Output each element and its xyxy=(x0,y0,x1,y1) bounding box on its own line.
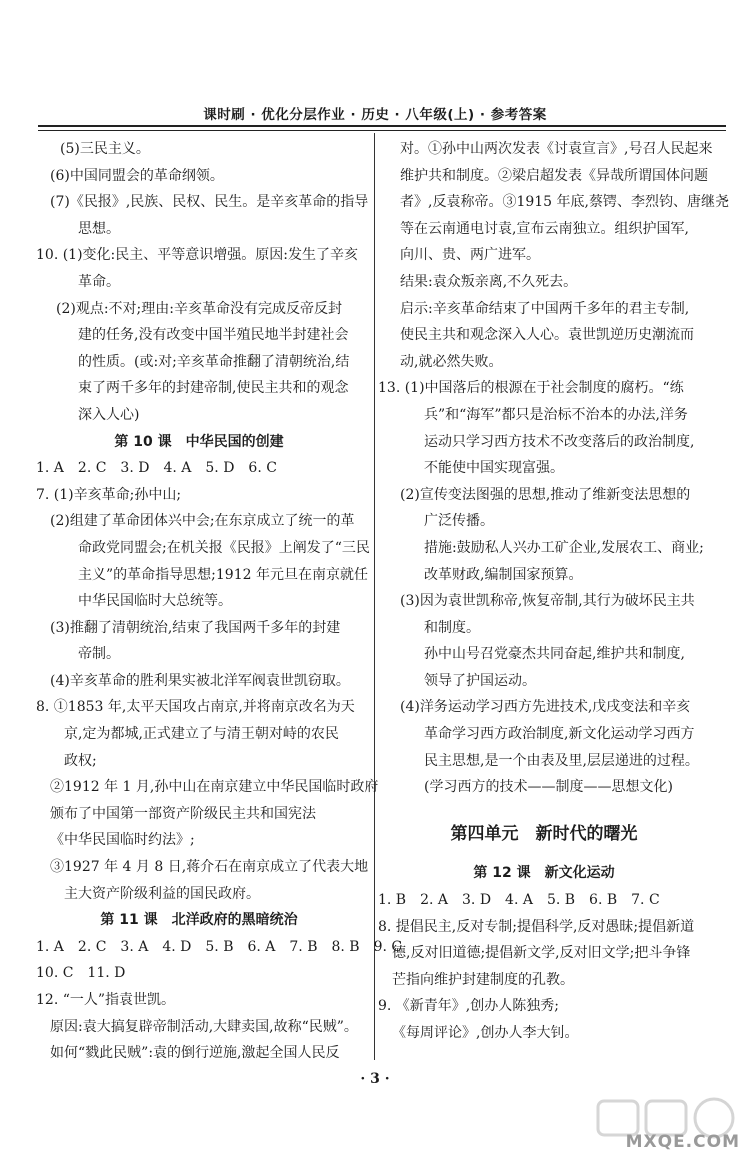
text-line: 1. A 2. C 3. A 4. D 5. B 6. A 7. B 8. B 9. C xyxy=(36,938,403,955)
text-line: 9. 《新青年》,创办人陈独秀; xyxy=(378,998,559,1015)
page-number: · 3 · xyxy=(360,1071,390,1087)
text-line: 革命学习西方政治制度,新文化运动学习西方 xyxy=(424,726,695,743)
text-line: (3)因为袁世凯称帝,恢复帝制,其行为破坏民主共 xyxy=(400,593,695,610)
watermark-site-text: MXQE.COM xyxy=(625,1132,740,1152)
text-line: 改革财政,编制国家预算。 xyxy=(424,566,583,583)
text-line: 建的任务,没有改变中国半殖民地半封建社会 xyxy=(78,327,349,344)
text-line: 思想。 xyxy=(78,220,120,237)
text-line: 广泛传播。 xyxy=(424,513,494,530)
text-line: 结果:袁众叛亲离,不久死去。 xyxy=(400,273,578,290)
text-line: 民主思想,是一个由表及里,层层递进的过程。 xyxy=(424,752,699,769)
text-line: 向川、贵、两广进军。 xyxy=(400,247,540,264)
text-line: ②1912 年 1 月,孙中山在南京建立中华民国临时政府 xyxy=(50,779,379,796)
text-line: 的性质。(或:对;辛亥革命推翻了清朝统治,结 xyxy=(78,353,350,370)
column-divider xyxy=(374,133,375,1060)
text-line: 德,反对旧道德;提倡新文学,反对旧文学;把斗争锋 xyxy=(392,945,691,962)
right-column xyxy=(378,136,729,1047)
text-line: 等在云南通电讨袁,宣布云南独立。组织护国军, xyxy=(400,220,689,237)
text-line: 束了两千多年的封建帝制,使民主共和的观念 xyxy=(78,380,349,397)
text-line: 者》,反袁称帝。③1915 年底,蔡锷、李烈钧、唐继尧 xyxy=(400,194,729,211)
text-line: 孙中山号召党豪杰共同奋起,维护共和制度, xyxy=(424,646,685,663)
text-line: 领导了护国运动。 xyxy=(424,672,536,689)
text-line: 《中华民国临时约法》; xyxy=(50,832,195,849)
text-line: 革命。 xyxy=(78,273,120,290)
left-column xyxy=(36,136,403,1067)
text-line: 《每周评论》,创办人李大钊。 xyxy=(392,1025,579,1041)
text-line: (4)辛亥革命的胜利果实被北洋军阀袁世凯窃取。 xyxy=(50,672,350,689)
text-line: 12. “一人”指袁世凯。 xyxy=(36,992,176,1008)
header-rule-thick xyxy=(38,125,726,127)
spacer xyxy=(378,847,710,860)
header-rule-thin xyxy=(38,130,726,131)
text-line: 13. (1)中国落后的根源在于社会制度的腐朽。“练 xyxy=(378,380,684,397)
text-line: 命政党同盟会;在机关报《民报》上阐发了“三民 xyxy=(78,539,370,556)
lesson-heading: 第 12 课 新文化运动 xyxy=(473,865,615,882)
text-line: 京,定为都城,正式建立了与清王朝对峙的农民 xyxy=(64,726,339,743)
lesson-heading: 第 10 课 中华民国的创建 xyxy=(114,433,284,450)
text-line: 运动只学习西方技术不改变落后的政治制度, xyxy=(424,433,695,450)
text-line: 不能使中国实现富强。 xyxy=(424,460,564,477)
text-line: ③1927 年 4 月 8 日,蒋介石在南京成立了代表大地 xyxy=(50,859,369,876)
text-line: 使民主共和观念深入人心。袁世凯逆历史潮流而 xyxy=(400,327,694,344)
text-line: (6)中国同盟会的革命纲领。 xyxy=(50,167,224,184)
lesson-heading: 第 11 课 北洋政府的黑暗统治 xyxy=(100,912,298,929)
text-line: 8. 提倡民主,反对专制;提倡科学,反对愚昧;提倡新道 xyxy=(378,918,695,935)
text-line: 颁布了中国第一部资产阶级民主共和国宪法 xyxy=(50,805,316,822)
text-line: (4)洋务运动学习西方先进技术,戊戌变法和辛亥 xyxy=(400,699,691,716)
unit-heading: 第四单元 新时代的曙光 xyxy=(450,823,638,844)
text-line: 1. B 2. A 3. D 4. A 5. B 6. B 7. C xyxy=(378,892,660,909)
text-line: 动,就必然失败。 xyxy=(400,353,503,370)
text-line: 措施:鼓励私人兴办工矿企业,发展农工、商业; xyxy=(424,539,704,556)
text-line: (2)组建了革命团体兴中会;在东京成立了统一的革 xyxy=(50,513,355,530)
text-line: 1. A 2. C 3. D 4. A 5. D 6. C xyxy=(36,460,277,477)
text-line: 和制度。 xyxy=(424,619,480,636)
text-line: 主大资产阶级利益的国民政府。 xyxy=(64,885,260,902)
text-line: 启示:辛亥革命结束了中国两千多年的君主专制, xyxy=(400,300,690,317)
text-line: 中华民国临时大总统等。 xyxy=(78,593,232,610)
text-line: 政权; xyxy=(64,752,97,769)
text-line: 深入人心) xyxy=(78,406,140,423)
text-line: 对。①孙中山两次发表《讨袁宣言》,号召人民起来 xyxy=(400,141,713,157)
text-line: 芒指向维护封建制度的孔教。 xyxy=(392,971,574,988)
page-header: 课时刷 · 优化分层作业 · 历史 · 八年级(上) · 参考答案 xyxy=(203,107,547,123)
text-line: 原因:袁大搞复辟帝制活动,大肆卖国,故称“民贼”。 xyxy=(50,1018,358,1035)
text-line: 主义”的革命指导思想;1912 年元旦在南京就任 xyxy=(78,566,368,583)
text-line: (5)三民主义。 xyxy=(60,141,150,157)
text-line: (2)观点:不对;理由:辛亥革命没有完成反帝反封 xyxy=(56,300,342,317)
text-line: 10. C 11. D xyxy=(36,965,126,982)
text-line: (学习西方的技术——制度——思想文化) xyxy=(424,779,673,796)
text-line: 7. (1)辛亥革命;孙中山; xyxy=(36,486,182,503)
text-line: 10. (1)变化:民主、平等意识增强。原因:发生了辛亥 xyxy=(36,247,358,264)
text-line: 8. ①1853 年,太平天国攻占南京,并将南京改名为天 xyxy=(36,699,355,716)
text-line: 如何“戮此民贼”:袁的倒行逆施,激起全国人民反 xyxy=(50,1045,340,1062)
spacer xyxy=(378,801,710,821)
text-line: 兵”和“海军”都只是治标不治本的办法,洋务 xyxy=(424,406,688,423)
text-line: (7)《民报》,民族、民权、民生。是辛亥革命的指导 xyxy=(50,194,369,211)
text-line: (2)宣传变法图强的思想,推动了维新变法思想的 xyxy=(400,486,691,503)
text-line: 帝制。 xyxy=(78,646,120,663)
text-line: (3)推翻了清朝统治,结束了我国两千多年的封建 xyxy=(50,619,341,636)
text-line: 维护共和制度。②梁启超发表《异哉所谓国体问题 xyxy=(400,167,708,184)
